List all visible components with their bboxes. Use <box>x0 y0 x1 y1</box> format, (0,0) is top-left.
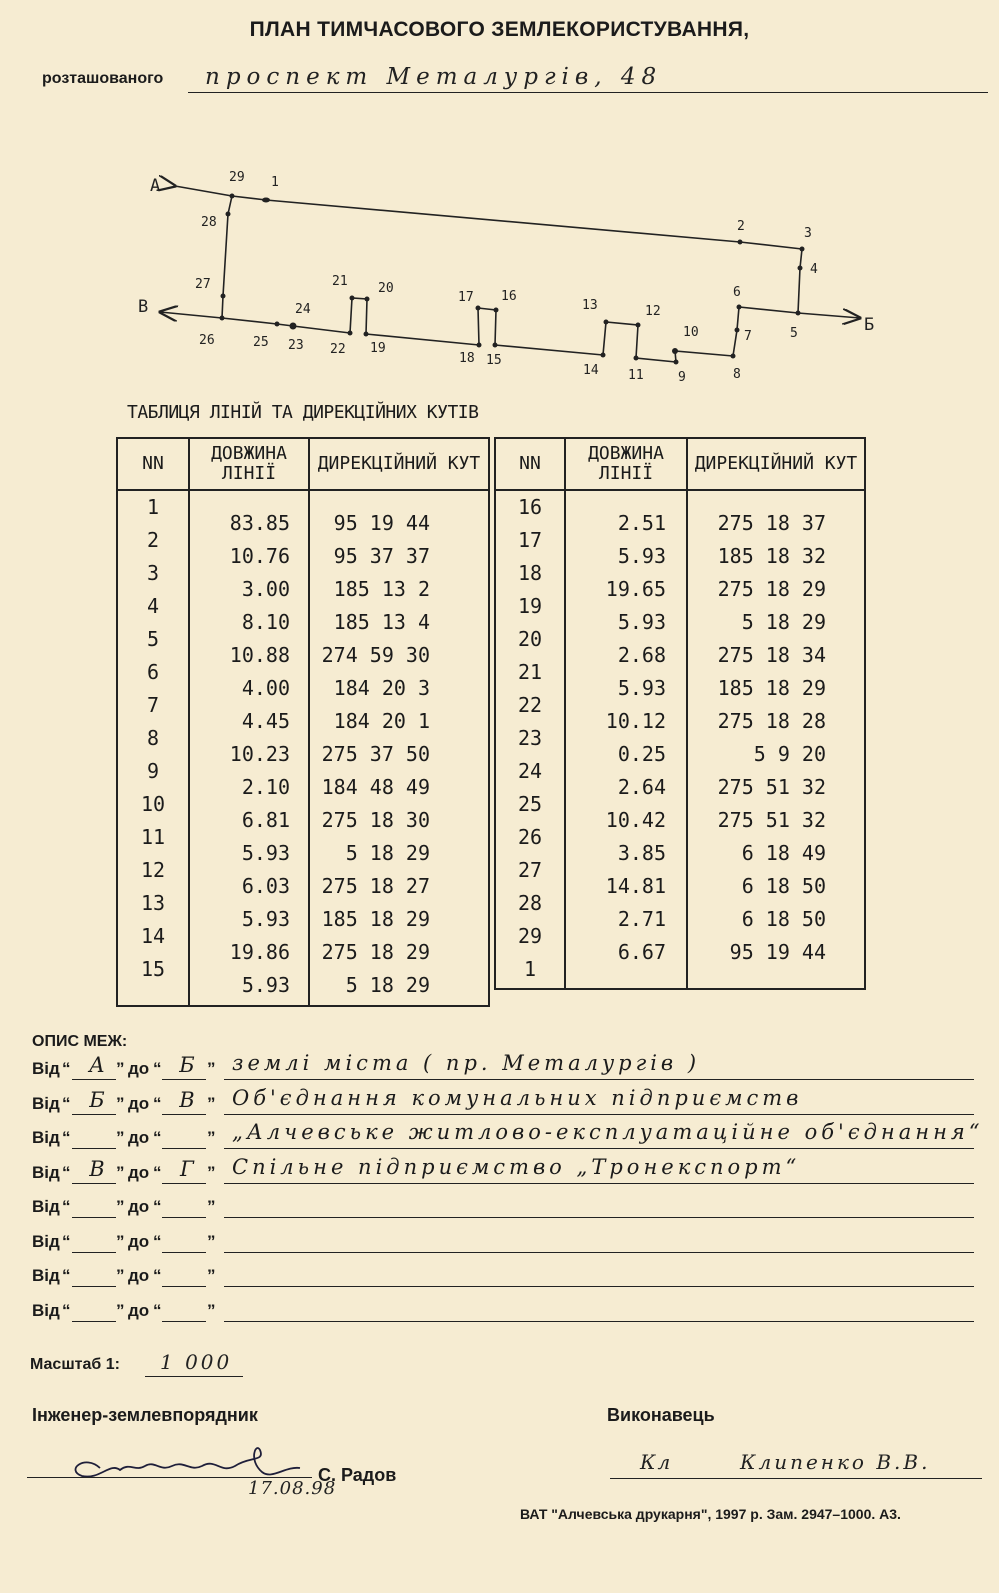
from-word: Від <box>32 1266 60 1285</box>
directional-angle: 275 18 29 <box>321 940 430 964</box>
from-point: В <box>89 1156 105 1181</box>
boundary-row <box>32 1297 992 1327</box>
plan-point-24: 24 <box>295 302 311 317</box>
to-underline <box>162 1079 206 1080</box>
line-length: 2.10 <box>241 775 290 799</box>
header-angle: ДИРЕКЦІЙНИЙ КУТ <box>309 438 489 490</box>
line-length: 4.00 <box>241 676 290 700</box>
boundary-description: Спільне підприємство „Тронекспорт“ <box>232 1154 801 1179</box>
row-number: 17 <box>517 528 543 552</box>
from-underline <box>72 1148 116 1149</box>
row-number: 5 <box>146 627 160 651</box>
line-length: 6.81 <box>241 808 290 832</box>
document-title: ПЛАН ТИМЧАСОВОГО ЗЕМЛЕКОРИСТУВАННЯ, <box>249 18 750 41</box>
line-length: 83.85 <box>229 511 290 535</box>
plan-point-3: 3 <box>804 226 812 241</box>
description-underline <box>224 1079 974 1080</box>
directional-angle: 6 18 50 <box>741 874 826 898</box>
row-number: 11 <box>140 825 166 849</box>
plan-point-29: 29 <box>229 170 245 185</box>
boundary-row <box>32 1193 992 1223</box>
open-quote: “ <box>153 1059 162 1078</box>
located-underline <box>188 92 988 93</box>
open-quote: “ <box>153 1266 162 1285</box>
directional-angle: 5 18 29 <box>741 610 826 634</box>
row-number: 19 <box>517 594 543 618</box>
line-length: 4.45 <box>241 709 290 733</box>
plan-point-6: 6 <box>733 285 741 300</box>
to-underline <box>162 1286 206 1287</box>
plan-point-11: 11 <box>628 368 644 383</box>
row-number: 1 <box>523 957 537 981</box>
directional-angle: 185 18 29 <box>717 676 826 700</box>
row-number: 6 <box>146 660 160 684</box>
from-word: Від <box>32 1231 60 1251</box>
from-underline <box>72 1321 116 1322</box>
boundary-row <box>32 1154 992 1189</box>
executor-sign-line <box>610 1478 982 1479</box>
close-quote: ” <box>116 1059 125 1078</box>
row-number: 1 <box>146 495 160 519</box>
description-underline <box>224 1148 974 1149</box>
plan-point-10: 10 <box>683 325 699 340</box>
plan-point-14: 14 <box>583 363 599 378</box>
description-underline <box>224 1252 974 1253</box>
line-length: 2.68 <box>617 643 666 667</box>
open-quote: “ <box>62 1162 71 1182</box>
plan-point-2: 2 <box>737 219 745 234</box>
from-word: Від <box>32 1093 60 1113</box>
scale-underline <box>145 1376 243 1377</box>
boundary-row <box>32 1262 992 1292</box>
table-title: ТАБЛИЦЯ ЛІНІЙ ТА ДИРЕКЦІЙНИХ КУТІВ <box>127 402 479 423</box>
directional-angle: 184 48 49 <box>321 775 430 799</box>
plan-point-4: 4 <box>810 262 818 277</box>
open-quote: “ <box>62 1093 71 1113</box>
plan-point-1: 1 <box>271 175 279 190</box>
description-underline <box>224 1114 974 1115</box>
from-underline <box>72 1183 116 1184</box>
from-word: Від <box>32 1162 60 1182</box>
to-word: до <box>128 1059 150 1078</box>
row-number: 28 <box>517 891 543 915</box>
plan-point-5: 5 <box>790 326 798 341</box>
row-number: 25 <box>517 792 543 816</box>
row-number: 29 <box>517 924 543 948</box>
plan-point-27: 27 <box>195 277 211 292</box>
plan-point-22: 22 <box>330 342 346 357</box>
lines-table-left <box>116 437 490 1007</box>
plan-arrow-b-right: Б <box>864 315 875 335</box>
line-length: 3.85 <box>617 841 666 865</box>
directional-angle: 6 18 50 <box>741 907 826 931</box>
plan-arrow-a: A <box>150 176 161 196</box>
plan-point-23: 23 <box>288 338 304 353</box>
line-length: 14.81 <box>605 874 666 898</box>
boundary-row <box>32 1228 992 1258</box>
line-length: 5.93 <box>617 544 666 568</box>
from-word: Від <box>32 1300 60 1320</box>
plan-point-15: 15 <box>486 353 502 368</box>
engineer-date: 17.08.98 <box>248 1478 337 1499</box>
boundary-description: Об'єднання комунальних підприємств <box>232 1085 803 1110</box>
row-number: 10 <box>140 792 166 816</box>
to-word: до <box>128 1197 150 1216</box>
directional-angle: 95 19 44 <box>333 511 430 535</box>
directional-angle: 185 18 29 <box>321 907 430 931</box>
left-angle-column <box>310 491 488 1002</box>
from-underline <box>72 1286 116 1287</box>
open-quote: “ <box>62 1266 71 1285</box>
to-word: до <box>128 1162 150 1182</box>
from-underline <box>72 1252 116 1253</box>
engineer-label: Інженер-землевпорядник <box>32 1405 258 1425</box>
scale-label: Масштаб 1: <box>30 1356 120 1373</box>
line-length: 10.88 <box>229 643 290 667</box>
line-length: 5.93 <box>241 907 290 931</box>
directional-angle: 185 18 32 <box>717 544 826 568</box>
directional-angle: 275 18 27 <box>321 874 430 898</box>
plan-point-19: 19 <box>370 341 386 356</box>
directional-angle: 275 18 37 <box>717 511 826 535</box>
header-nn-right: NN <box>495 438 565 490</box>
from-underline <box>72 1079 116 1080</box>
to-point: В <box>179 1087 195 1112</box>
description-underline <box>224 1183 974 1184</box>
row-number: 20 <box>517 627 543 651</box>
close-quote: ” <box>207 1059 216 1078</box>
description-underline <box>224 1321 974 1322</box>
directional-angle: 184 20 3 <box>333 676 430 700</box>
plan-point-25: 25 <box>253 335 269 350</box>
from-point: А <box>89 1053 105 1077</box>
line-length: 5.93 <box>241 841 290 865</box>
line-length: 10.23 <box>229 742 290 766</box>
open-quote: “ <box>153 1162 162 1182</box>
plan-point-28: 28 <box>201 215 217 230</box>
to-underline <box>162 1217 206 1218</box>
directional-angle: 275 18 30 <box>321 808 430 832</box>
to-word: до <box>128 1128 150 1147</box>
row-number: 23 <box>517 726 543 750</box>
close-quote: ” <box>116 1266 125 1285</box>
to-point: Г <box>180 1156 194 1181</box>
open-quote: “ <box>153 1197 162 1216</box>
header-length: ДОВЖИНА ЛІНІЇ <box>189 438 309 490</box>
open-quote: “ <box>153 1300 162 1320</box>
to-underline <box>162 1148 206 1149</box>
row-number: 26 <box>517 825 543 849</box>
executor-label: Виконавець <box>607 1405 715 1425</box>
row-number: 2 <box>146 528 160 552</box>
to-underline <box>162 1114 206 1115</box>
line-length: 0.25 <box>617 742 666 766</box>
directional-angle: 185 13 2 <box>333 577 430 601</box>
line-length: 5.93 <box>617 676 666 700</box>
from-word: Від <box>32 1197 60 1216</box>
row-number: 24 <box>517 759 543 783</box>
row-number: 18 <box>517 561 543 585</box>
close-quote: ” <box>207 1266 216 1285</box>
directional-angle: 275 18 28 <box>717 709 826 733</box>
close-quote: ” <box>207 1128 216 1147</box>
line-length: 19.65 <box>605 577 666 601</box>
close-quote: ” <box>207 1162 216 1182</box>
from-word: Від <box>32 1059 60 1078</box>
row-number: 8 <box>146 726 160 750</box>
scale-value: 1 000 <box>160 1350 233 1374</box>
directional-angle: 184 20 1 <box>333 709 430 733</box>
close-quote: ” <box>207 1231 216 1251</box>
line-length: 2.71 <box>617 907 666 931</box>
close-quote: ” <box>116 1162 125 1182</box>
open-quote: “ <box>62 1300 71 1320</box>
located-value: проспект Металургів, 48 <box>205 64 663 90</box>
description-underline <box>224 1217 974 1218</box>
executor-initials: Кл <box>640 1450 673 1474</box>
directional-angle: 275 18 29 <box>717 577 826 601</box>
to-underline <box>162 1321 206 1322</box>
directional-angle: 95 19 44 <box>729 940 826 964</box>
line-length: 3.00 <box>241 577 290 601</box>
close-quote: ” <box>116 1231 125 1251</box>
boundary-row <box>32 1051 992 1085</box>
left-length-column <box>190 491 308 1002</box>
row-number: 13 <box>140 891 166 915</box>
plan-point-13: 13 <box>582 298 598 313</box>
row-number: 3 <box>146 561 160 585</box>
row-number: 4 <box>146 594 160 618</box>
plan-point-7: 7 <box>744 329 752 344</box>
plan-point-12: 12 <box>645 304 661 319</box>
boundary-row <box>32 1085 992 1120</box>
line-length: 5.93 <box>617 610 666 634</box>
row-number: 9 <box>146 759 160 783</box>
to-underline <box>162 1252 206 1253</box>
line-length: 10.76 <box>229 544 290 568</box>
to-word: до <box>128 1231 150 1251</box>
printer-imprint: ВАТ "Алчевська друкарня", 1997 р. Зам. 2947–1000. А3. <box>520 1506 901 1522</box>
plan-point-21: 21 <box>332 274 348 289</box>
line-length: 19.86 <box>229 940 290 964</box>
row-number: 21 <box>517 660 543 684</box>
line-length: 5.93 <box>241 973 290 997</box>
header-angle-right: ДИРЕКЦІЙНИЙ КУТ <box>687 438 865 490</box>
open-quote: “ <box>153 1231 162 1251</box>
from-word: Від <box>32 1128 60 1147</box>
row-number: 27 <box>517 858 543 882</box>
to-word: до <box>128 1266 150 1285</box>
plan-point-8: 8 <box>733 367 741 382</box>
directional-angle: 6 18 49 <box>741 841 826 865</box>
engineer-name: С. Радов <box>318 1465 397 1485</box>
directional-angle: 275 18 34 <box>717 643 826 667</box>
directional-angle: 95 37 37 <box>333 544 430 568</box>
plan-point-9: 9 <box>678 370 686 385</box>
line-length: 6.67 <box>617 940 666 964</box>
plan-point-18: 18 <box>459 351 475 366</box>
to-underline <box>162 1183 206 1184</box>
header-nn: NN <box>117 438 189 490</box>
row-number: 22 <box>517 693 543 717</box>
plan-drawing <box>0 150 999 390</box>
close-quote: ” <box>116 1128 125 1147</box>
row-number: 16 <box>517 495 543 519</box>
row-number: 7 <box>146 693 160 717</box>
boundary-row <box>32 1120 992 1154</box>
executor-signature: Клипенко В.В. <box>740 1450 931 1474</box>
line-length: 2.51 <box>617 511 666 535</box>
directional-angle: 5 18 29 <box>345 973 430 997</box>
right-length-column <box>566 491 686 969</box>
open-quote: “ <box>153 1093 162 1113</box>
close-quote: ” <box>116 1093 125 1113</box>
close-quote: ” <box>207 1300 216 1320</box>
open-quote: “ <box>62 1197 71 1216</box>
directional-angle: 275 37 50 <box>321 742 430 766</box>
line-length: 8.10 <box>241 610 290 634</box>
line-length: 10.12 <box>605 709 666 733</box>
line-length: 6.03 <box>241 874 290 898</box>
directional-angle: 275 51 32 <box>717 775 826 799</box>
right-angle-column <box>688 491 864 969</box>
located-label: розташованого <box>42 70 164 87</box>
to-word: до <box>128 1093 150 1113</box>
open-quote: “ <box>62 1059 71 1078</box>
from-point: Б <box>89 1087 105 1112</box>
header-length-right: ДОВЖИНА ЛІНІЇ <box>565 438 687 490</box>
close-quote: ” <box>116 1300 125 1320</box>
left-nn-column <box>118 491 188 986</box>
boundary-description: землі міста ( пр. Металургів ) <box>232 1051 701 1075</box>
line-length: 2.64 <box>617 775 666 799</box>
plan-arrow-v: В <box>138 297 149 317</box>
plan-point-17: 17 <box>458 290 474 305</box>
row-number: 15 <box>140 957 166 981</box>
plan-point-20: 20 <box>378 281 394 296</box>
row-number: 14 <box>140 924 166 948</box>
from-underline <box>72 1217 116 1218</box>
open-quote: “ <box>62 1128 71 1147</box>
directional-angle: 5 18 29 <box>345 841 430 865</box>
boundary-description: „Алчевське житлово-експлуатаційне об'єднання“ <box>232 1120 984 1144</box>
close-quote: ” <box>207 1093 216 1113</box>
description-underline <box>224 1286 974 1287</box>
row-number: 12 <box>140 858 166 882</box>
lines-table-right <box>494 437 866 990</box>
boundaries-title: ОПИС МЕЖ: <box>32 1033 128 1050</box>
open-quote: “ <box>62 1231 71 1251</box>
plan-point-26: 26 <box>199 333 215 348</box>
close-quote: ” <box>207 1197 216 1216</box>
right-nn-column <box>496 491 564 986</box>
directional-angle: 275 51 32 <box>717 808 826 832</box>
line-length: 10.42 <box>605 808 666 832</box>
open-quote: “ <box>153 1128 162 1147</box>
from-underline <box>72 1114 116 1115</box>
directional-angle: 5 9 20 <box>753 742 826 766</box>
to-word: до <box>128 1300 150 1320</box>
directional-angle: 185 13 4 <box>333 610 430 634</box>
directional-angle: 274 59 30 <box>321 643 430 667</box>
close-quote: ” <box>116 1197 125 1216</box>
to-point: Б <box>179 1053 195 1077</box>
plan-point-16: 16 <box>501 289 517 304</box>
